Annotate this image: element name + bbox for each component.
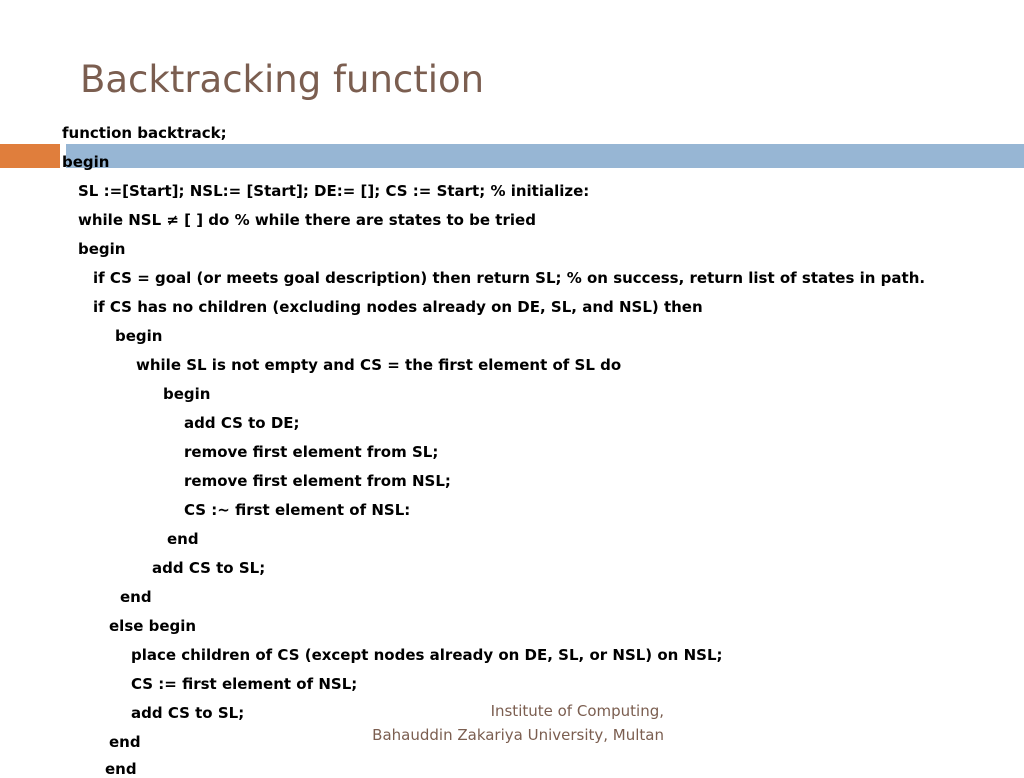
code-line: begin	[163, 385, 211, 403]
code-line: CS :~ first element of NSL:	[184, 501, 411, 519]
code-line: remove first element from SL;	[184, 443, 439, 461]
code-line: begin	[62, 153, 110, 171]
footer-line-institute: Institute of Computing,	[490, 702, 664, 720]
code-line: while SL is not empty and CS = the first element of SL do	[136, 356, 622, 374]
slide-title: Backtracking function	[80, 58, 485, 101]
code-line: CS := first element of NSL;	[131, 675, 358, 693]
footer-line-university: Bahauddin Zakariya University, Multan	[372, 726, 664, 744]
code-line: SL :=[Start]; NSL:= [Start]; DE:= []; CS := Start; % initialize:	[78, 182, 590, 200]
code-line: else begin	[109, 617, 197, 635]
code-line: end	[109, 733, 141, 751]
code-line: end	[120, 588, 152, 606]
code-line: begin	[115, 327, 163, 345]
code-line: function backtrack;	[62, 124, 227, 142]
code-line: remove first element from NSL;	[184, 472, 451, 490]
code-line: if CS has no children (excluding nodes already on DE, SL, and NSL) then	[93, 298, 703, 316]
code-line: while NSL ≠ [ ] do % while there are states to be tried	[78, 211, 536, 229]
code-line: begin	[78, 240, 126, 258]
code-line: end	[105, 760, 137, 778]
code-line: if CS = goal (or meets goal description) then return SL; % on success, return list of states in path.	[93, 269, 926, 287]
code-line: add CS to SL;	[131, 704, 245, 722]
code-line: end	[167, 530, 199, 548]
footer-institution	[372, 699, 664, 747]
code-line: place children of CS (except nodes already on DE, SL, or NSL) on NSL;	[131, 646, 723, 664]
code-line: add CS to SL;	[152, 559, 266, 577]
code-line: add CS to DE;	[184, 414, 300, 432]
